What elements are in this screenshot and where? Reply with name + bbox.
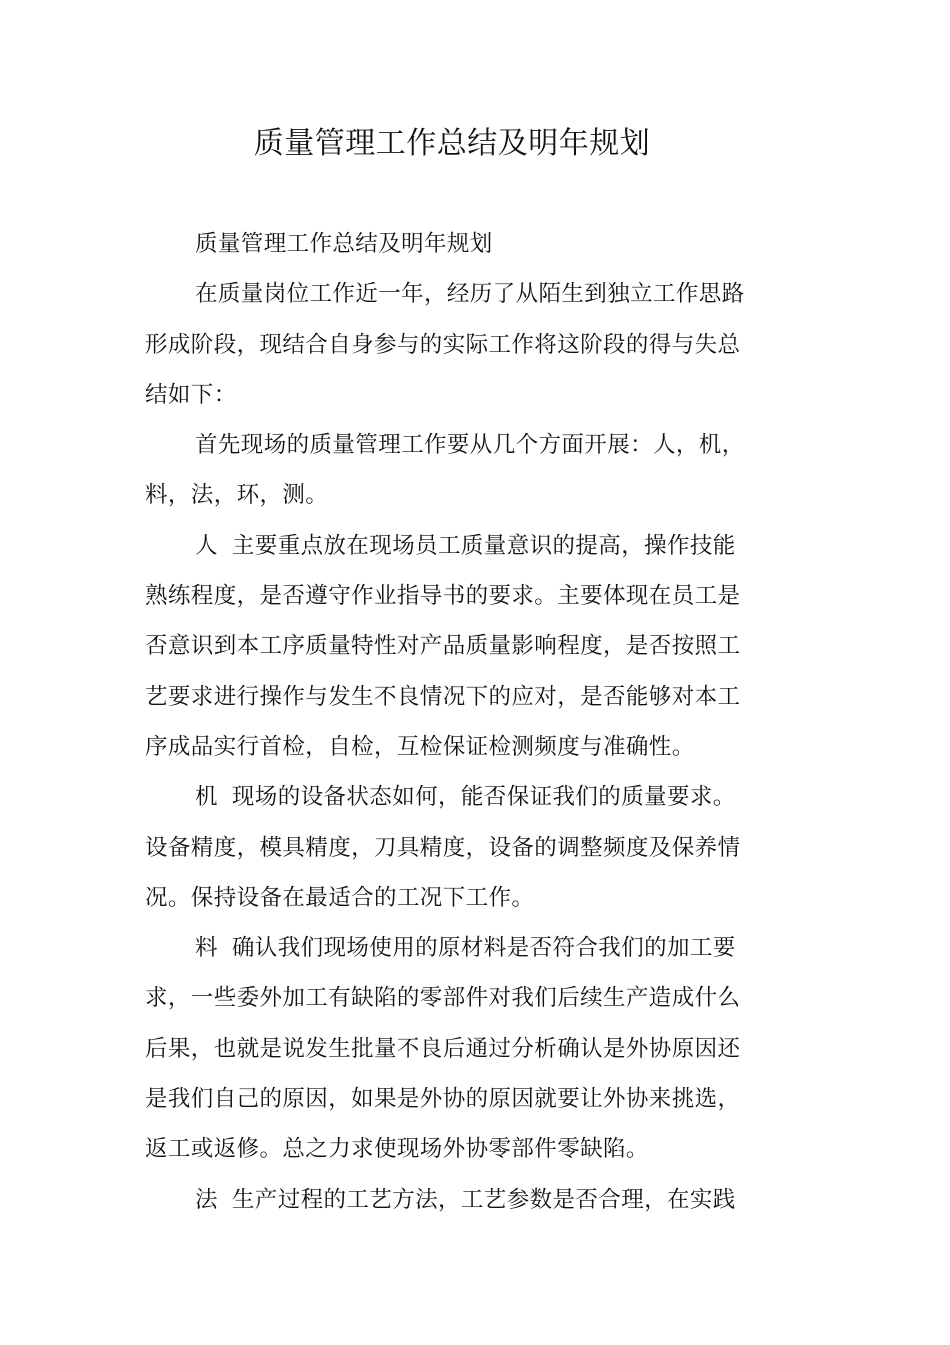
text-line <box>145 873 745 923</box>
section-tag: 机 <box>195 784 218 811</box>
text-line <box>145 370 745 420</box>
text-line <box>145 621 745 671</box>
text-line <box>145 1074 745 1124</box>
line-text: 否意识到本工序质量特性对产品质量影响程度，是否按照工 <box>145 633 741 660</box>
text-line <box>145 269 745 319</box>
text-line <box>145 1175 745 1225</box>
text-line <box>145 571 745 621</box>
line-text: 结如下： <box>145 381 237 408</box>
line-text: 况。保持设备在最适合的工况下工作。 <box>145 884 535 911</box>
text-line <box>145 722 745 772</box>
line-text: 形成阶段，现结合自身参与的实际工作将这阶段的得与失总 <box>145 331 741 358</box>
text-line <box>145 1024 745 1074</box>
text-line <box>145 521 745 571</box>
line-text: 首先现场的质量管理工作要从几个方面开展：人，机， <box>195 432 745 459</box>
text-line <box>145 672 745 722</box>
section-tag: 法 <box>195 1186 218 1213</box>
line-text: 后果，也就是说发生批量不良后通过分析确认是外协原因还 <box>145 1035 741 1062</box>
line-text: 生产过程的工艺方法，工艺参数是否合理，在实践 <box>231 1186 736 1213</box>
line-text: 确认我们现场使用的原材料是否符合我们的加工要 <box>231 935 736 962</box>
text-line <box>145 420 745 470</box>
line-text: 熟练程度，是否遵守作业指导书的要求。主要体现在员工是 <box>145 583 741 610</box>
document-body <box>145 219 745 1225</box>
line-text: 主要重点放在现场员工质量意识的提高，操作技能 <box>231 532 736 559</box>
section-tag: 人 <box>195 532 218 559</box>
line-text: 设备精度，模具精度，刀具精度，设备的调整频度及保养情 <box>145 834 741 861</box>
text-line <box>145 923 745 973</box>
text-line <box>145 470 745 520</box>
line-text: 是我们自己的原因，如果是外协的原因就要让外协来挑选， <box>145 1086 741 1113</box>
line-text: 料，法，环，测。 <box>145 482 329 509</box>
text-line <box>145 320 745 370</box>
line-text: 求，一些委外加工有缺陷的零部件对我们后续生产造成什么 <box>145 985 741 1012</box>
text-line <box>145 823 745 873</box>
text-line <box>145 1124 745 1174</box>
text-line <box>145 973 745 1023</box>
document-title: 质量管理工作总结及明年规划 <box>253 126 651 161</box>
line-text: 序成品实行首检，自检，互检保证检测频度与准确性。 <box>145 733 695 760</box>
line-text: 返工或返修。总之力求使现场外协零部件零缺陷。 <box>145 1136 649 1163</box>
text-line <box>145 772 745 822</box>
line-text: 现场的设备状态如何，能否保证我们的质量要求。 <box>231 784 736 811</box>
text-line <box>145 219 745 269</box>
line-text: 艺要求进行操作与发生不良情况下的应对，是否能够对本工 <box>145 683 741 710</box>
section-tag: 料 <box>195 935 218 962</box>
line-text: 质量管理工作总结及明年规划 <box>195 231 493 257</box>
line-text: 在质量岗位工作近一年，经历了从陌生到独立工作思路 <box>195 281 745 308</box>
